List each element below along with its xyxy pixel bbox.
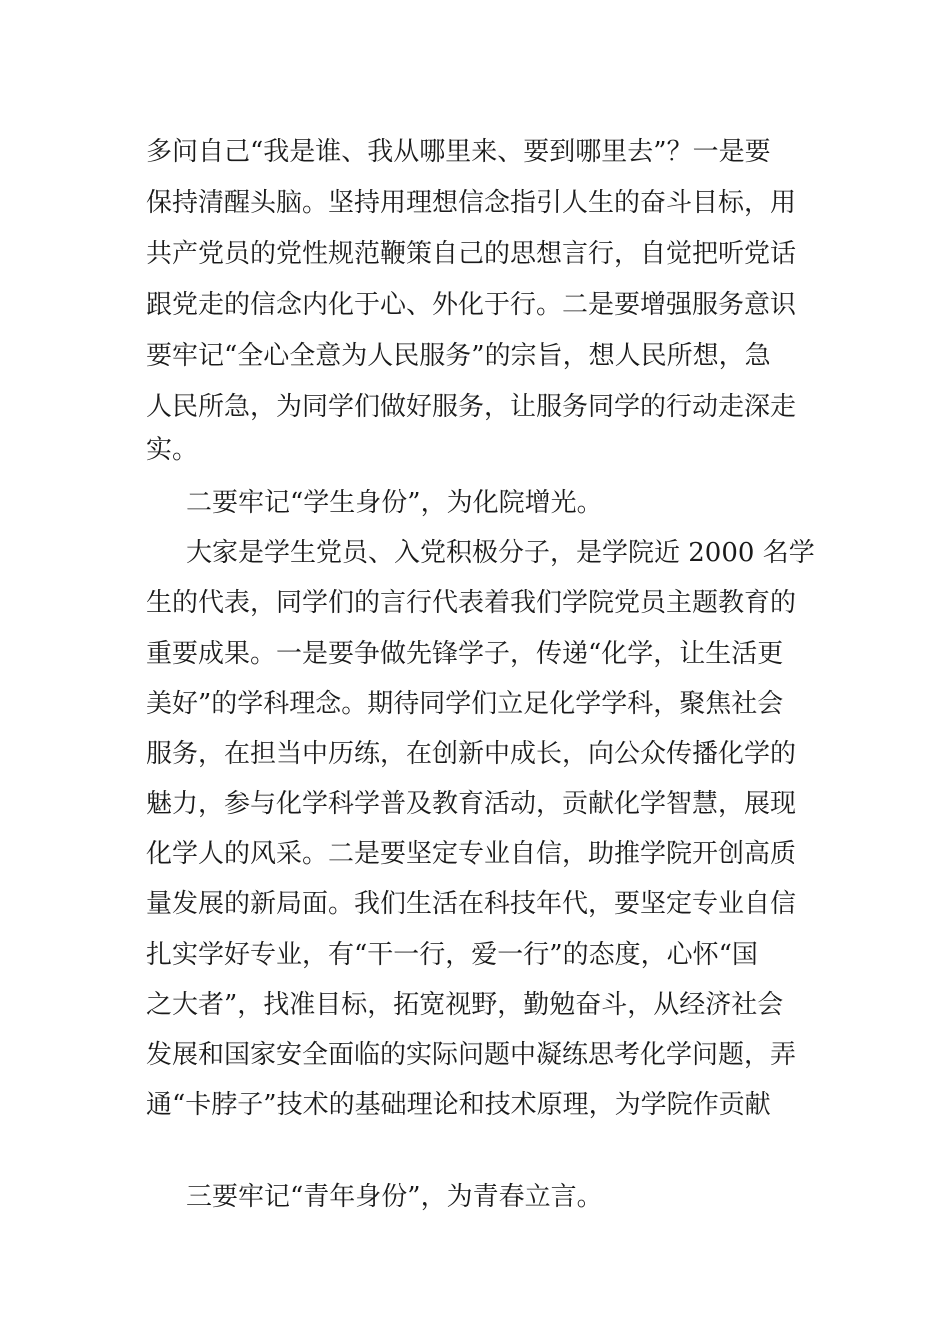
text-line: 扎实学好专业，有“干一行，爱一行”的态度，心怀“国	[146, 940, 758, 970]
text-line: 魅力，参与化学科学普及教育活动，贡献化学智慧，展现	[146, 789, 797, 819]
text-line: 服务，在担当中历练，在创新中成长，向公众传播化学的	[146, 739, 797, 769]
text-line: 美好”的学科理念。期待同学们立足化学学科，聚焦社会	[146, 689, 784, 719]
text-line: 保持清醒头脑。坚持用理想信念指引人生的奋斗目标，用	[146, 188, 797, 218]
text-line: 实。	[146, 435, 199, 465]
text-line: 发展和国家安全面临的实际问题中凝练思考化学问题，弄	[146, 1040, 797, 1070]
section-heading: 二要牢记“学生身份”，为化院增光。	[186, 488, 603, 518]
text-line: 量发展的新局面。我们生活在科技年代，要坚定专业自信	[146, 889, 797, 919]
paragraph-first-line: 大家是学生党员、入党积极分子，是学院近 2000 名学	[186, 538, 815, 568]
text-line: 人民所急，为同学们做好服务，让服务同学的行动走深走	[146, 392, 797, 422]
text-line: 重要成果。一是要争做先锋学子，传递“化学，让生活更	[146, 639, 784, 669]
text-line: 生的代表，同学们的言行代表着我们学院党员主题教育的	[146, 588, 797, 618]
text-line: 化学人的风采。二是要坚定专业自信，助推学院开创高质	[146, 839, 797, 869]
text-line: 多问自己“我是谁、我从哪里来、要到哪里去”？一是要	[146, 137, 771, 167]
text-line: 之大者”，找准目标，拓宽视野，勤勉奋斗，从经济社会	[146, 990, 784, 1020]
text-line: 跟党走的信念内化于心、外化于行。二是要增强服务意识	[146, 290, 797, 320]
section-heading: 三要牢记“青年身份”，为青春立言。	[186, 1182, 603, 1212]
text-line: 通“卡脖子”技术的基础理论和技术原理，为学院作贡献	[146, 1090, 771, 1120]
text-line: 共产党员的党性规范鞭策自己的思想言行，自觉把听党话	[146, 239, 797, 269]
text-line: 要牢记“全心全意为人民服务”的宗旨，想人民所想，急	[146, 341, 771, 371]
